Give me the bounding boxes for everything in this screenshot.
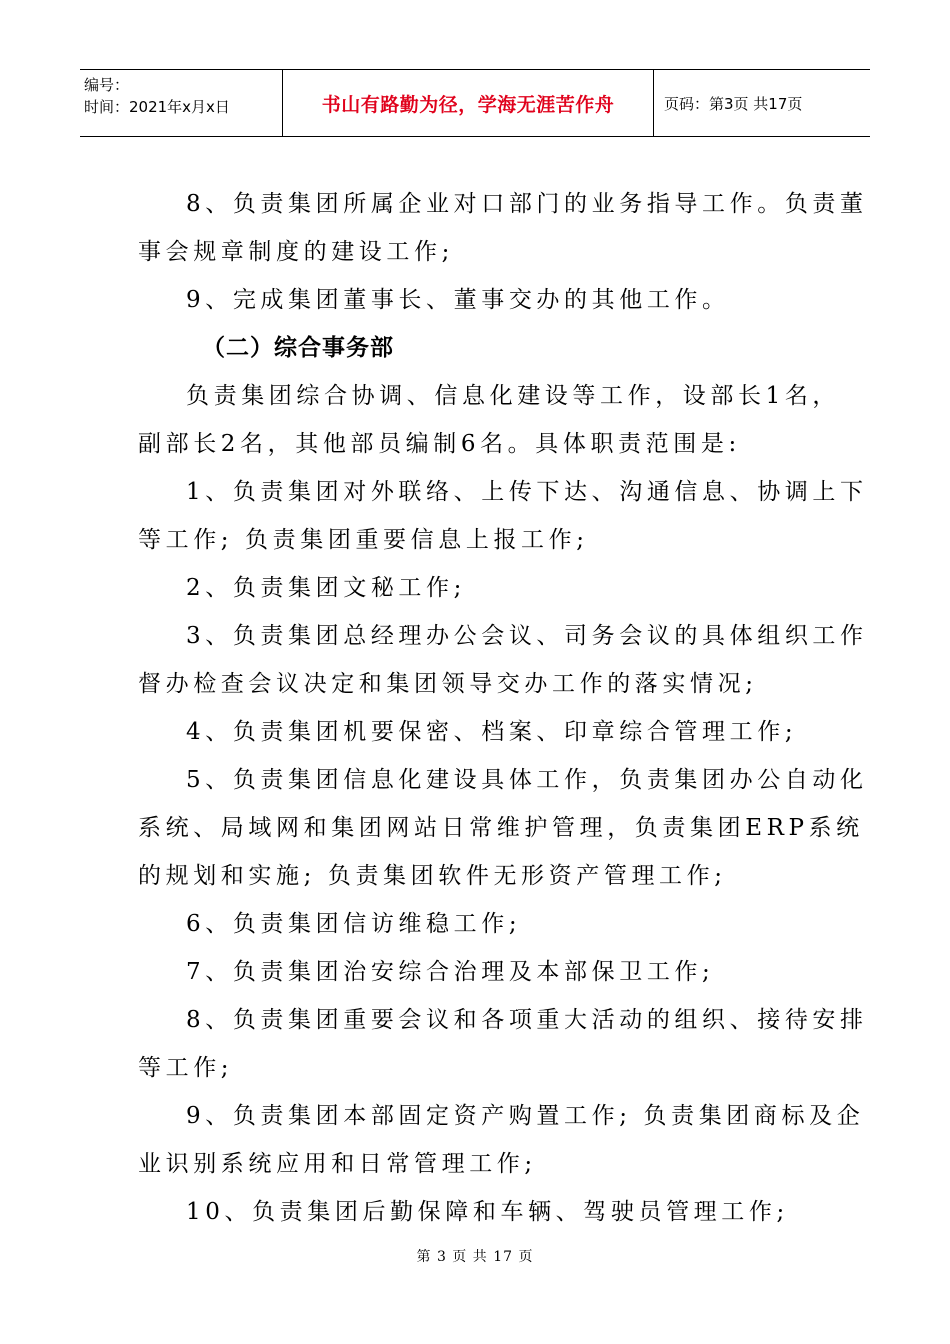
header-meta xyxy=(80,70,283,136)
body-line: 3、负责集团总经理办公会议、司务会议的具体组织工作 xyxy=(186,623,868,649)
body-line: 10、负责集团后勤保障和车辆、驾驶员管理工作; xyxy=(186,1199,789,1225)
body-line: 等工作; xyxy=(138,1055,234,1081)
body-line: 等工作; 负责集团重要信息上报工作; xyxy=(138,527,589,553)
body-line: 6、负责集团信访维稳工作; xyxy=(186,911,522,937)
body-line: 8、负责集团重要会议和各项重大活动的组织、接待安排 xyxy=(186,1007,868,1033)
body-line: 1、负责集团对外联络、上传下达、沟通信息、协调上下 xyxy=(186,479,868,505)
document-body xyxy=(138,180,868,1236)
body-line: 负责集团综合协调、信息化建设等工作，设部长1名， xyxy=(186,383,841,409)
body-line: 9、完成集团董事长、董事交办的其他工作。 xyxy=(186,287,730,313)
header-motto: 书山有路勤为径，学海无涯苦作舟 xyxy=(283,70,654,136)
body-line: 5、负责集团信息化建设具体工作，负责集团办公自动化 xyxy=(186,767,868,793)
body-line: 7、负责集团治安综合治理及本部保卫工作; xyxy=(186,959,715,985)
body-line: 督办检查会议决定和集团领导交办工作的落实情况; xyxy=(138,671,758,697)
header-page-info: 页码：第3页 共17页 xyxy=(664,94,803,113)
body-line: 副部长2名，其他部员编制6名。具体职责范围是: xyxy=(138,431,741,457)
body-line: 4、负责集团机要保密、档案、印章综合管理工作; xyxy=(186,719,798,745)
body-line: 9、负责集团本部固定资产购置工作; 负责集团商标及企 xyxy=(186,1103,865,1129)
body-line: 的规划和实施; 负责集团软件无形资产管理工作; xyxy=(138,863,727,889)
body-line: 事会规章制度的建设工作; xyxy=(138,239,454,265)
document-number-label: 编号： xyxy=(84,76,130,94)
body-line: 2、负责集团文秘工作; xyxy=(186,575,466,601)
body-line: 8、负责集团所属企业对口部门的业务指导工作。负责董 xyxy=(186,191,868,217)
body-line: 业识别系统应用和日常管理工作; xyxy=(138,1151,537,1177)
page-header xyxy=(80,69,870,137)
section-heading: （二）综合事务部 xyxy=(202,335,394,361)
page-footer: 第 3 页 共 17 页 xyxy=(416,1249,534,1265)
body-line: 系统、局域网和集团网站日常维护管理，负责集团ERP系统 xyxy=(138,815,864,841)
document-time-label: 时间：2021年x月x日 xyxy=(84,98,230,116)
